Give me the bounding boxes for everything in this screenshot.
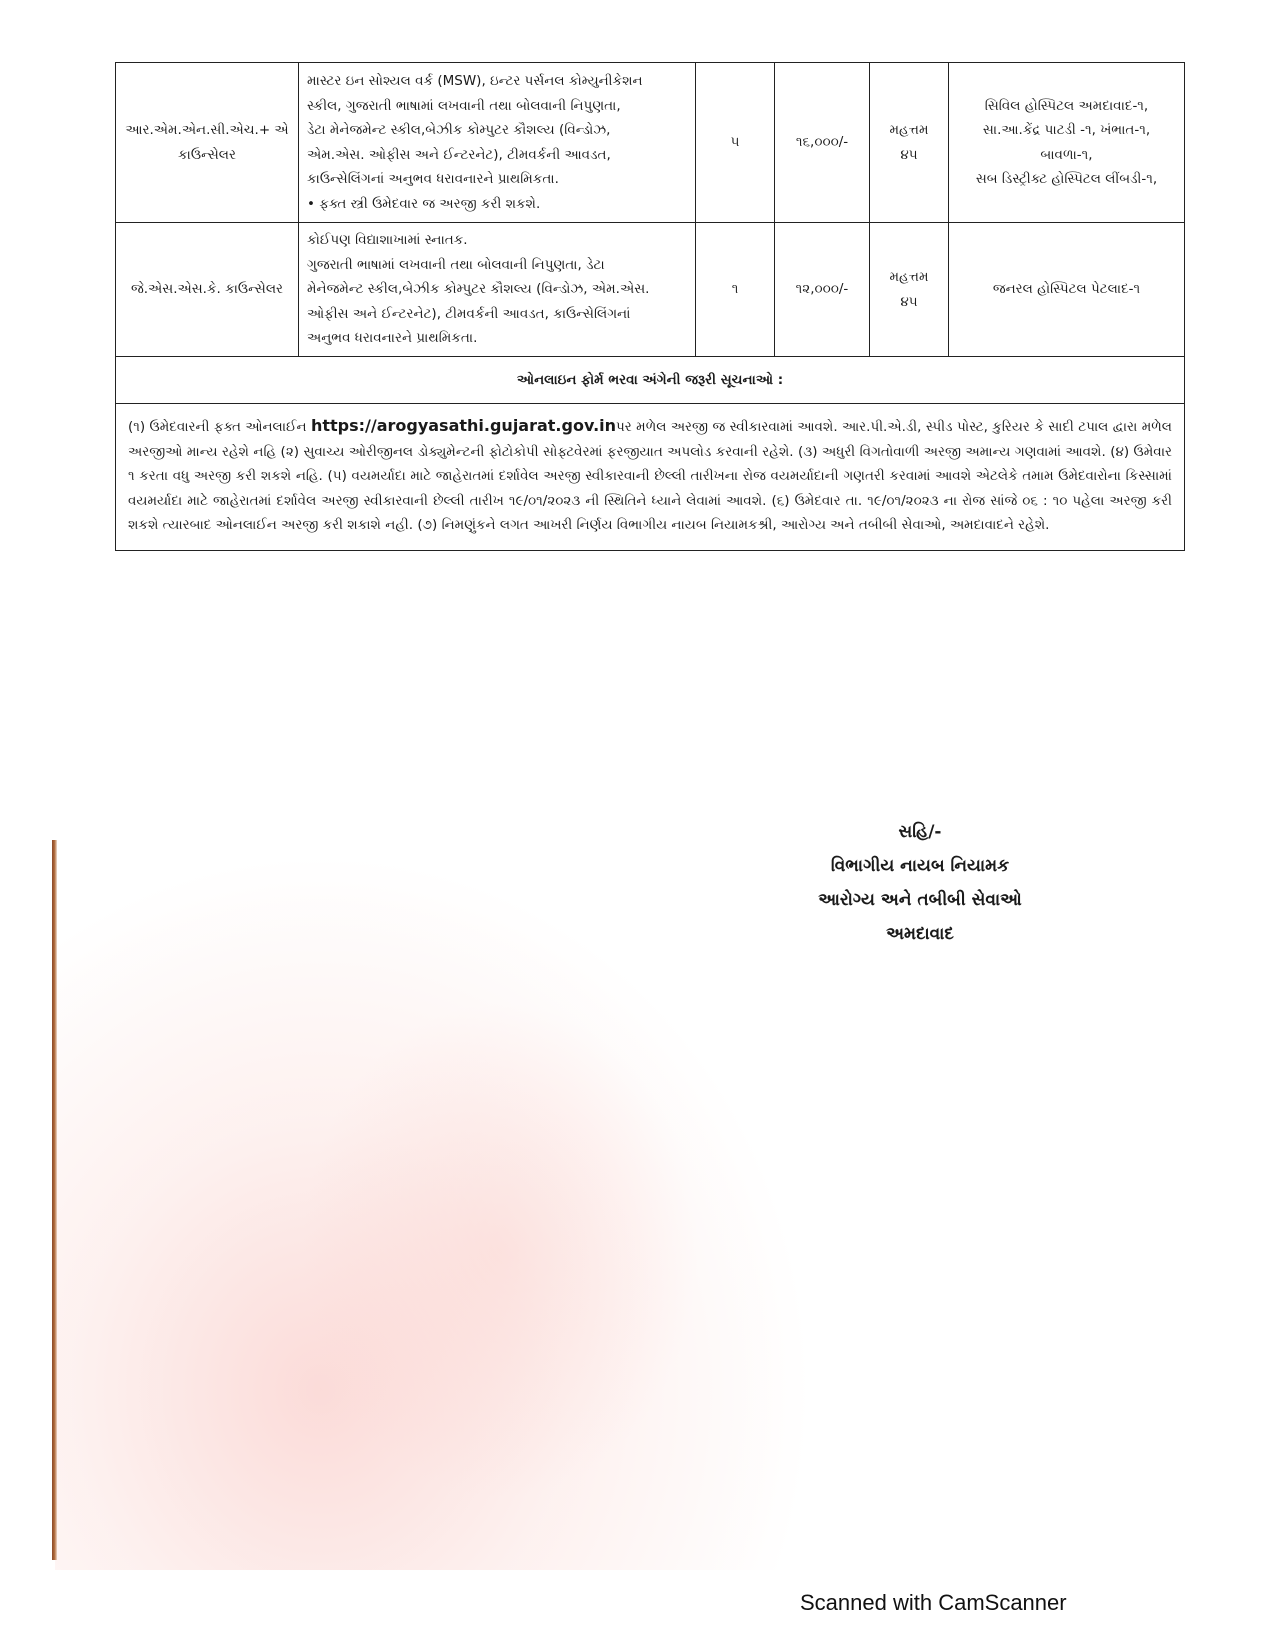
qualification-cell (299, 63, 696, 223)
scan-edge (52, 840, 57, 1560)
post-name: આર.એમ.એન.સી.એચ.+ એ કાઉન્સેલર (116, 63, 299, 223)
age-limit (870, 223, 949, 357)
qualification-line: ગુજરાતી ભાષામાં લખવાની તથા બોલવાની નિપુણતા, ડેટા (307, 256, 605, 273)
age-value: ૪૫ (900, 293, 918, 310)
notice-heading-row (116, 357, 1185, 404)
place: સા.આ.કેંદ્ર પાટડી -૧, ખંભાત-૧, (982, 122, 1151, 138)
place: સિવિલ હોસ્પિટલ અમદાવાદ-૧, (984, 97, 1149, 114)
age-value: ૪૫ (900, 146, 918, 163)
posting-places (949, 223, 1185, 357)
qualification-line: અનુભવ ધરાવનારને પ્રાથમિકતા. (307, 330, 478, 347)
table-row (116, 223, 1185, 357)
post-name: જે.એસ.એસ.કે. કાઉન્સેલર (116, 223, 299, 357)
qualification-line: સ્કીલ, ગુજરાતી ભાષામાં લખવાની તથા બોલવાની નિપુણતા, (307, 97, 621, 114)
vacancy-table (115, 62, 1185, 551)
place: જનરલ હોસ્પિટલ પેટલાદ-૧ (992, 281, 1141, 298)
table-row (116, 63, 1185, 223)
signatory-city: અમદાવાદ (886, 924, 954, 944)
salary: ૧૨,૦૦૦/- (775, 223, 870, 357)
qualification-line: ડેટા મેનેજમેન્ટ સ્કીલ,બેઝીક કોમ્પુટર કૌશલ્ય (વિન્ડોઝ, (307, 122, 611, 138)
qualification-note: • ફક્ત સ્ત્રી ઉમેદવાર જ અરજી કરી શકશે. (307, 192, 687, 217)
notice-heading: ઓનલાઇન ફોર્મ ભરવા અંગેની જરૂરી સૂચનાઓ : (116, 357, 1185, 404)
qualification-line: એમ.એસ. ઓફીસ અને ઈન્ટરનેટ), ટીમવર્કની આવડત, (307, 146, 611, 163)
qualification-cell (299, 223, 696, 357)
age-label: મહત્તમ (889, 122, 929, 138)
age-label: મહત્તમ (889, 269, 929, 285)
posting-places (949, 63, 1185, 223)
qualification-line: કોઈપણ વિદ્યાશાખામાં સ્નાતક. (307, 232, 468, 249)
paper-stain (300, 1000, 700, 1500)
signature-line: સહિ/- (898, 822, 942, 842)
qualification-line: ઓફીસ અને ઈન્ટરનેટ), ટીમવર્કની આવડત, કાઉન્સેલિંગનાં (307, 305, 631, 322)
notice-text: પર મળેલ અરજી જ સ્વીકારવામાં આવશે. આર.પી.એ.ડી, સ્પીડ પોસ્ટ, કુરિયર કે સાદી ટપાલ દ્વારા મળેલ અરજીઓ માન્ય રહેશે નહિ (૨) સુવાચ્ય ઓરીજીનલ ડોક્યુમેન્ટની ફોટોકોપી સોફ્ટવેરમાં ફરજીયાત અપલોડ કરવાની રહેશે. (૩) અધુરી વિગતોવાળી અરજી અમાન્ય ગણવામાં આવશે. (૪) ઉમેવાર ૧ કરતા વધુ અરજી કરી શકશે નહિ. (૫) વયમર્યાદા માટે જાહેરાતમાં દર્શાવેલ અરજી સ્વીકારવાની છેલ્લી તારીખના રોજ વયમર્યાદાની ગણતરી કરવામાં આવશે એટલેકે તમામ ઉમેદવારોના કિસ્સામાં વયમર્યાદા માટે જાહેરાતમાં દર્શાવેલ અરજી સ્વીકારવાની છેલ્લી તારીખ ૧૯/૦૧/૨૦૨૩ ની સ્થિતિને ધ્યાને લેવામાં આવશે. (૬) ઉમેદવાર તા. ૧૯/૦૧/૨૦૨૩ ના રોજ સાંજે ૦૬ : ૧૦ પહેલા અરજી કરી શકશે ત્યારબાદ ઓનલાઈન અરજી કરી શકાશે નહી. (૭) નિમણુંકને લગત આખરી નિર્ણય વિભાગીય નાયબ નિયામકશ્રી, આરોગ્ય અને તબીબી સેવાઓ, અમદાવાદને રહેશે. (128, 419, 1173, 533)
post-count: ૧ (696, 223, 775, 357)
place: બાવળા-૧, (1040, 146, 1093, 163)
notice-body-row (116, 404, 1185, 551)
post-count: ૫ (696, 63, 775, 223)
notice-text: (૧) ઉમેદવારની ફક્ત ઓનલાઈન (128, 419, 311, 435)
place: સબ ડિસ્ટ્રીક્ટ હોસ્પિટલ લીંબડી-૧, (975, 171, 1158, 187)
age-limit (870, 63, 949, 223)
signatory-title: વિભાગીય નાયબ નિયામક (830, 856, 1010, 876)
signatory-department: આરોગ્ય અને તબીબી સેવાઓ (818, 890, 1022, 910)
qualification-line: કાઉન્સેલિંગનાં અનુભવ ધરાવનારને પ્રાથમિકતા. (307, 171, 559, 187)
notice-body (116, 404, 1185, 551)
scanner-watermark: Scanned with CamScanner (800, 1590, 1067, 1615)
salary: ૧૬,૦૦૦/- (775, 63, 870, 223)
qualification-line: મેનેજમેન્ટ સ્કીલ,બેઝીક કોમ્પુટર કૌશલ્ય (વિન્ડોઝ, એમ.એસ. (307, 281, 650, 298)
application-url: https://arogyasathi.gujarat.gov.in (310, 416, 617, 435)
signature-block (760, 815, 1080, 951)
paper-stain (55, 850, 815, 1570)
qualification-line: માસ્ટર ઇન સોશ્યલ વર્ક (MSW), ઇન્ટર પર્સનલ કોમ્યુનીકેશન (307, 73, 643, 89)
